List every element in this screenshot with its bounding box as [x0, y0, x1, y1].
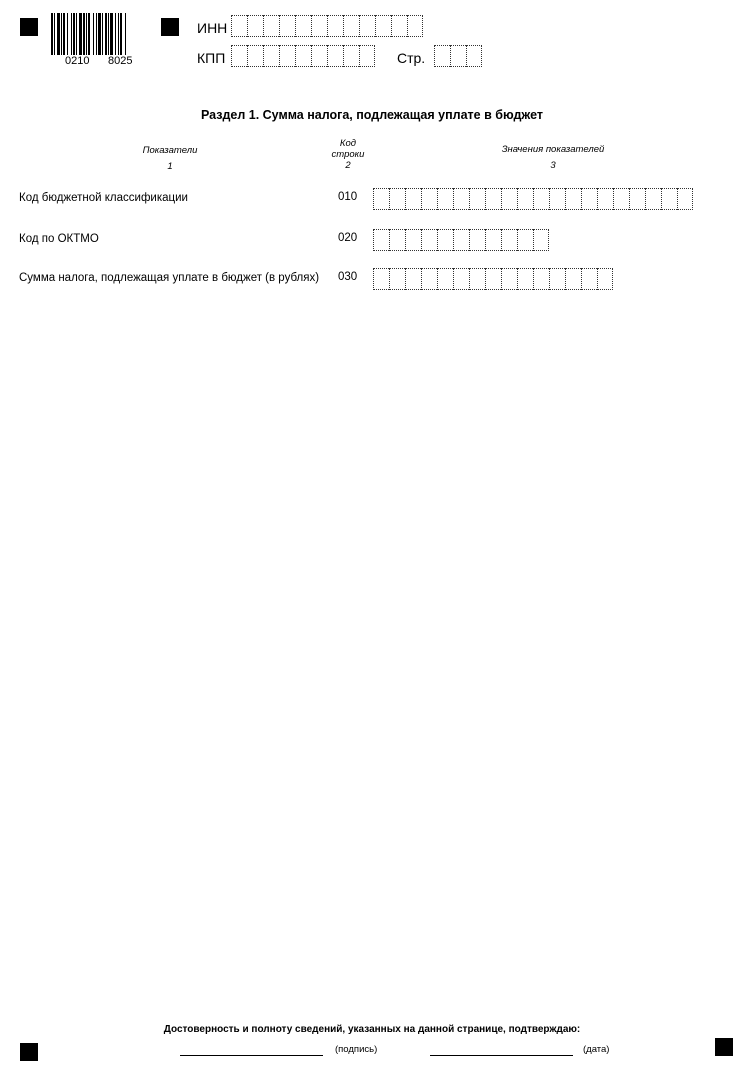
row-code-030: 030 [338, 271, 358, 283]
character-cell[interactable] [597, 188, 613, 210]
kpp-label: КПП [197, 50, 226, 66]
character-cell[interactable] [437, 188, 453, 210]
barcode-number-part2: 8025 [108, 55, 133, 67]
barcode-bar [110, 13, 113, 55]
character-cell[interactable] [533, 229, 549, 251]
barcode-bar [83, 13, 85, 55]
character-cell[interactable] [391, 15, 407, 37]
corner-marker-bottom-left [20, 1043, 38, 1061]
character-cell[interactable] [485, 229, 501, 251]
character-cell[interactable] [466, 45, 482, 67]
character-cell[interactable] [629, 188, 645, 210]
character-cell[interactable] [421, 229, 437, 251]
character-cell[interactable] [279, 15, 295, 37]
certification-text: Достоверность и полноту сведений, указанных на данной странице, подтверждаю: [163, 1024, 581, 1035]
signature-label: (подпись) [335, 1044, 378, 1055]
character-cell[interactable] [373, 188, 389, 210]
barcode-bar [76, 13, 77, 55]
character-cell[interactable] [389, 229, 405, 251]
character-cell[interactable] [533, 268, 549, 290]
character-cell[interactable] [389, 188, 405, 210]
character-cell[interactable] [405, 268, 421, 290]
row-code-010: 010 [338, 191, 358, 203]
barcode-bar [54, 13, 55, 55]
barcode-bar [120, 13, 122, 55]
kbk-field[interactable] [373, 188, 693, 210]
character-cell[interactable] [469, 188, 485, 210]
barcode-bar [102, 13, 103, 55]
oktmo-field[interactable] [373, 229, 549, 251]
character-cell[interactable] [661, 188, 677, 210]
column-heading-code-number: 2 [345, 160, 351, 171]
signature-line[interactable] [180, 1055, 323, 1056]
character-cell[interactable] [453, 268, 469, 290]
barcode-bar [86, 13, 87, 55]
character-cell[interactable] [373, 268, 389, 290]
character-cell[interactable] [501, 188, 517, 210]
character-cell[interactable] [517, 268, 533, 290]
page-number-field[interactable] [434, 45, 482, 67]
barcode-bar [73, 13, 75, 55]
character-cell[interactable] [311, 15, 327, 37]
barcode-number-part1: 0210 [65, 55, 90, 67]
corner-marker-bottom-right [715, 1038, 733, 1056]
character-cell[interactable] [343, 45, 359, 67]
character-cell[interactable] [247, 45, 263, 67]
row-label-kbk: Код бюджетной классификации [19, 192, 188, 204]
column-heading-indicators-number: 1 [167, 161, 173, 172]
character-cell[interactable] [421, 268, 437, 290]
character-cell[interactable] [613, 188, 629, 210]
column-heading-values: Значения показателей [501, 144, 605, 155]
character-cell[interactable] [549, 268, 565, 290]
corner-marker-top-left [20, 18, 38, 36]
row-label-oktmo: Код по ОКТМО [19, 233, 99, 245]
character-cell[interactable] [231, 15, 247, 37]
corner-marker-top-right [161, 18, 179, 36]
character-cell[interactable] [375, 15, 391, 37]
character-cell[interactable] [343, 15, 359, 37]
character-cell[interactable] [295, 45, 311, 67]
character-cell[interactable] [434, 45, 450, 67]
character-cell[interactable] [517, 229, 533, 251]
barcode-bar [88, 13, 90, 55]
character-cell[interactable] [501, 268, 517, 290]
character-cell[interactable] [485, 188, 501, 210]
character-cell[interactable] [311, 45, 327, 67]
character-cell[interactable] [565, 268, 581, 290]
character-cell[interactable] [279, 45, 295, 67]
barcode-bar [115, 13, 116, 55]
character-cell[interactable] [597, 268, 613, 290]
column-heading-values-number: 3 [550, 160, 556, 171]
character-cell[interactable] [327, 15, 343, 37]
character-cell[interactable] [359, 45, 375, 67]
date-line[interactable] [430, 1055, 573, 1056]
character-cell[interactable] [263, 45, 279, 67]
character-cell[interactable] [485, 268, 501, 290]
column-heading-code-line2: строки [331, 149, 365, 160]
barcode-bar [71, 13, 72, 55]
barcode-bar [98, 13, 101, 55]
row-code-020: 020 [338, 232, 358, 244]
barcode [51, 13, 145, 55]
column-heading-code: Код [339, 138, 357, 149]
section-title: Раздел 1. Сумма налога, подлежащая уплате в бюджет [200, 108, 544, 122]
barcode-bar [108, 13, 109, 55]
barcode-bar [96, 13, 97, 55]
character-cell[interactable] [453, 229, 469, 251]
character-cell[interactable] [581, 268, 597, 290]
barcode-bar [57, 13, 60, 55]
character-cell[interactable] [677, 188, 693, 210]
character-cell[interactable] [517, 188, 533, 210]
character-cell[interactable] [359, 15, 375, 37]
character-cell[interactable] [645, 188, 661, 210]
character-cell[interactable] [231, 45, 247, 67]
character-cell[interactable] [247, 15, 263, 37]
barcode-bar [51, 13, 53, 55]
barcode-bar [105, 13, 107, 55]
character-cell[interactable] [469, 268, 485, 290]
inn-label: ИНН [197, 20, 228, 36]
character-cell[interactable] [581, 188, 597, 210]
character-cell[interactable] [437, 229, 453, 251]
character-cell[interactable] [533, 188, 549, 210]
character-cell[interactable] [450, 45, 466, 67]
character-cell[interactable] [407, 15, 423, 37]
character-cell[interactable] [549, 188, 565, 210]
character-cell[interactable] [405, 229, 421, 251]
barcode-bar [118, 13, 119, 55]
character-cell[interactable] [565, 188, 581, 210]
barcode-bar [79, 13, 82, 55]
character-cell[interactable] [469, 229, 485, 251]
tax-amount-field[interactable] [373, 268, 613, 290]
page-label: Стр. [397, 50, 426, 66]
inn-field[interactable] [231, 15, 423, 37]
character-cell[interactable] [405, 188, 421, 210]
character-cell[interactable] [327, 45, 343, 67]
character-cell[interactable] [389, 268, 405, 290]
character-cell[interactable] [501, 229, 517, 251]
character-cell[interactable] [295, 15, 311, 37]
character-cell[interactable] [421, 188, 437, 210]
character-cell[interactable] [373, 229, 389, 251]
barcode-bar [67, 13, 68, 55]
barcode-bar [61, 13, 62, 55]
kpp-field[interactable] [231, 45, 375, 67]
row-label-tax-amount: Сумма налога, подлежащая уплате в бюджет (в рублях) [19, 272, 320, 284]
character-cell[interactable] [263, 15, 279, 37]
character-cell[interactable] [453, 188, 469, 210]
barcode-bar [125, 13, 126, 55]
barcode-bar [63, 13, 65, 55]
barcode-bar [93, 13, 94, 55]
column-heading-indicators: Показатели [142, 145, 198, 156]
date-label: (дата) [583, 1044, 610, 1055]
character-cell[interactable] [437, 268, 453, 290]
